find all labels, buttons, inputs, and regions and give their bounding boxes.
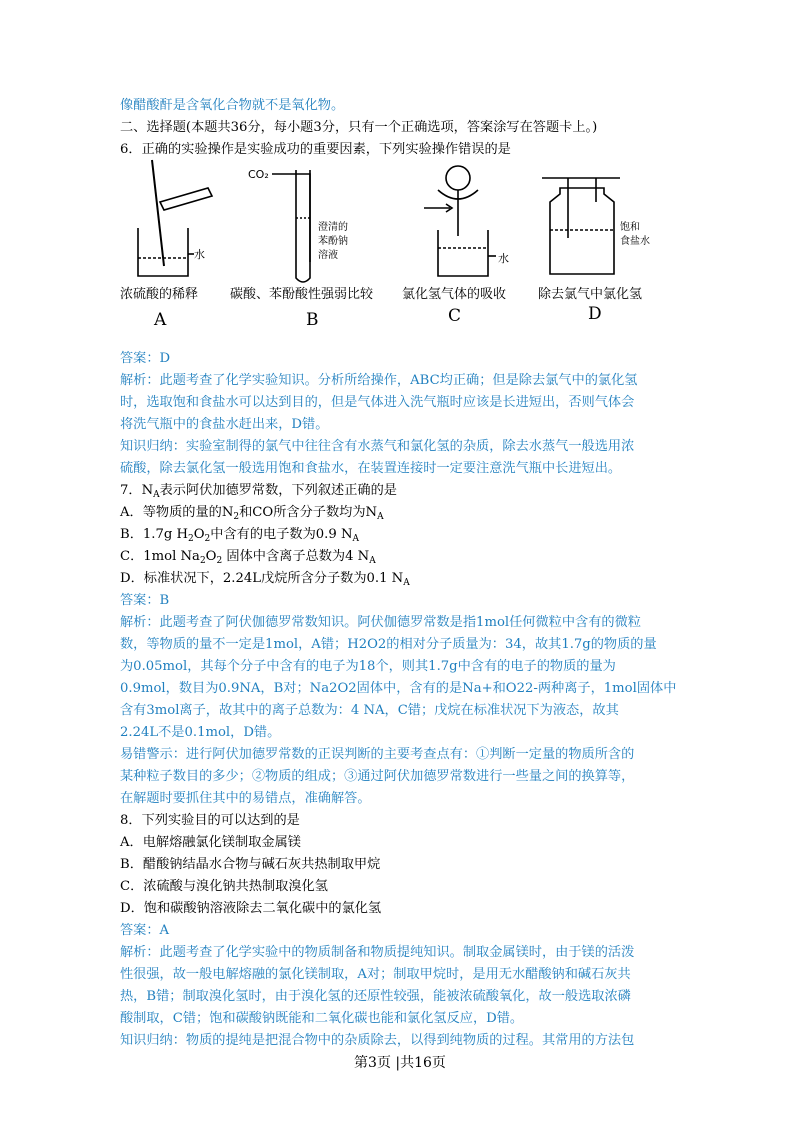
q8-answer: 答案：A (120, 923, 170, 938)
letter-d: D (588, 304, 602, 324)
phenol-label-3: 溶液 (318, 250, 338, 261)
q7-stem: 7．$N_A$表示阿伏加德罗常数，下列叙述正确的是 (120, 483, 397, 500)
q8-knowledge: 知识归纳：物质的提纯是把混合物中的杂质除去，以得到纯物质的过程。其常用的方法包 (120, 1033, 635, 1048)
q8-analysis-1: 解析：此题考查了化学实验中的物质制备和物质提纯知识。制取金属镁时，由于镁的活泼 (120, 945, 635, 960)
q8-analysis-3: 热，B错；制取溴化氢时，由于溴化氢的还原性较强，能被浓硫酸氧化，故一般选取浓磷 (120, 989, 631, 1004)
phenol-label-2: 苯酚钠 (318, 236, 348, 247)
question-6-stem: 6．正确的实验操作是实验成功的重要因素，下列实验操作错误的是 (120, 142, 511, 157)
test-tube-b (296, 170, 310, 282)
caption-b: 碳酸、苯酚酸性强弱比较 (230, 287, 374, 302)
q7-analysis-5: 含有3mol离子，故其中的离子总数为：4 NA，C错；戊烷在标准状况下为液态，故其 (120, 703, 619, 718)
wash-bottle (550, 188, 614, 274)
q7-analysis-3: 为0.05mol，其每个分子中含有的电子为18个，则其1.7g中含有的电子的物质的量为 (120, 659, 616, 674)
water-label-a: 水 (194, 248, 205, 261)
text-line: 像醋酸酐是含氧化合物就不是氧化物。 (120, 98, 345, 113)
q7-warning-3: 在解题时要抓住其中的易错点，准确解答。 (120, 791, 371, 806)
q6-answer: 答案：D (120, 351, 171, 366)
apparatus-figure (120, 158, 680, 338)
q8-option-c: C．浓硫酸与溴化钠共热制取溴化氢 (120, 879, 328, 894)
q6-analysis-1: 解析：此题考查了化学实验知识。分析所给操作，ABC均正确；但是除去氯气中的氯化氢 (120, 373, 638, 388)
q7-option-c: C．1mol $Na_2O_2$ 固体中含离子总数为4 $N_A$ (120, 549, 376, 566)
q8-analysis-4: 酸制取，C错；饱和碳酸钠既能和二氧化碳也能和氯化氢反应，D错。 (120, 1011, 524, 1026)
brine-label-1: 饱和 (620, 222, 640, 233)
caption-c: 氯化氢气体的吸收 (402, 287, 507, 302)
q6-analysis-2: 时，选取饱和食盐水可以达到目的，但是气体进入洗气瓶时应该是长进短出，否则气体会 (120, 395, 635, 410)
q6-knowledge-2: 硫酸，除去氯化氢一般选用饱和食盐水，在装置连接时一定要注意洗气瓶中长进短出。 (120, 461, 622, 476)
q8-stem: 8．下列实验目的可以达到的是 (120, 813, 300, 828)
q6-analysis-3: 将洗气瓶中的食盐水赶出来，D错。 (120, 417, 329, 432)
q7-analysis-2: 数，等物质的量不一定是1mol，A错；H2O2的相对分子质量为：34，故其1.7g的物质的量 (120, 637, 657, 652)
q6-knowledge-1: 知识归纳：实验室制得的氯气中往往含有水蒸气和氯化氢的杂质，除去水蒸气一般选用浓 (120, 439, 635, 454)
letter-b: B (306, 310, 319, 330)
phenol-label-1: 澄清的 (318, 222, 348, 233)
q8-option-b: B．醋酸钠结晶水合物与碱石灰共热制取甲烷 (120, 857, 381, 872)
letter-a: A (154, 310, 167, 330)
page-footer: 第3页 |共16页 (354, 1055, 446, 1071)
caption-a: 浓硫酸的稀释 (120, 287, 199, 302)
q8-option-d: D．饱和碳酸钠溶液除去二氧化碳中的氯化氢 (120, 901, 382, 916)
q7-warning-2: 某种粒子数目的多少；②物质的组成；③通过阿伏加德罗常数进行一些量之间的换算等， (120, 769, 635, 784)
q7-option-d: D．标准状况下，2.24L戊烷所含分子数为0.1 $N_A$ (120, 571, 410, 588)
caption-d: 除去氯气中氯化氢 (538, 287, 643, 302)
glass-rod (152, 160, 164, 266)
q7-warning-1: 易错警示：进行阿伏加德罗常数的正误判断的主要考查点有：①判断一定量的物质所含的 (120, 747, 635, 762)
brine-label-2: 食盐水 (620, 236, 650, 247)
q7-analysis-4: 0.9mol，数目为0.9NA，B对；Na2O2固体中，含有的是Na+和O22-两种离子，1mol固体中 (120, 681, 677, 696)
letter-c: C (448, 306, 462, 326)
co2-label: CO₂ (248, 168, 269, 181)
beaker-c (438, 230, 488, 276)
acid-tube (160, 188, 212, 210)
q8-analysis-2: 性很强，故一般电解熔融的氯化镁制取，A对；制取甲烷时，是用无水醋酸钠和碱石灰共 (120, 967, 631, 982)
q7-option-b: B．1.7g $H_2O_2$中含有的电子数为0.9 $N_A$ (120, 527, 359, 544)
funnel-bulb (446, 166, 470, 190)
q7-analysis-1: 解析：此题考查了阿伏伽德罗常数知识。阿伏伽德罗常数是指1mol任何微粒中含有的微粒 (120, 615, 641, 630)
q7-answer: 答案：B (120, 593, 170, 608)
q7-analysis-6: 2.24L不是0.1mol，D错。 (120, 725, 281, 740)
q8-option-a: A．电解熔融氯化镁制取金属镁 (120, 835, 301, 850)
section-heading: 二、选择题(本题共36分，每小题3分，只有一个正确选项，答案涂写在答题卡上。) (120, 120, 598, 135)
q7-option-a: A．等物质的量的$N_2$和CO所含分子数均为$N_A$ (120, 505, 384, 522)
apparatus-drawings (120, 158, 680, 288)
water-label-c: 水 (498, 252, 509, 265)
